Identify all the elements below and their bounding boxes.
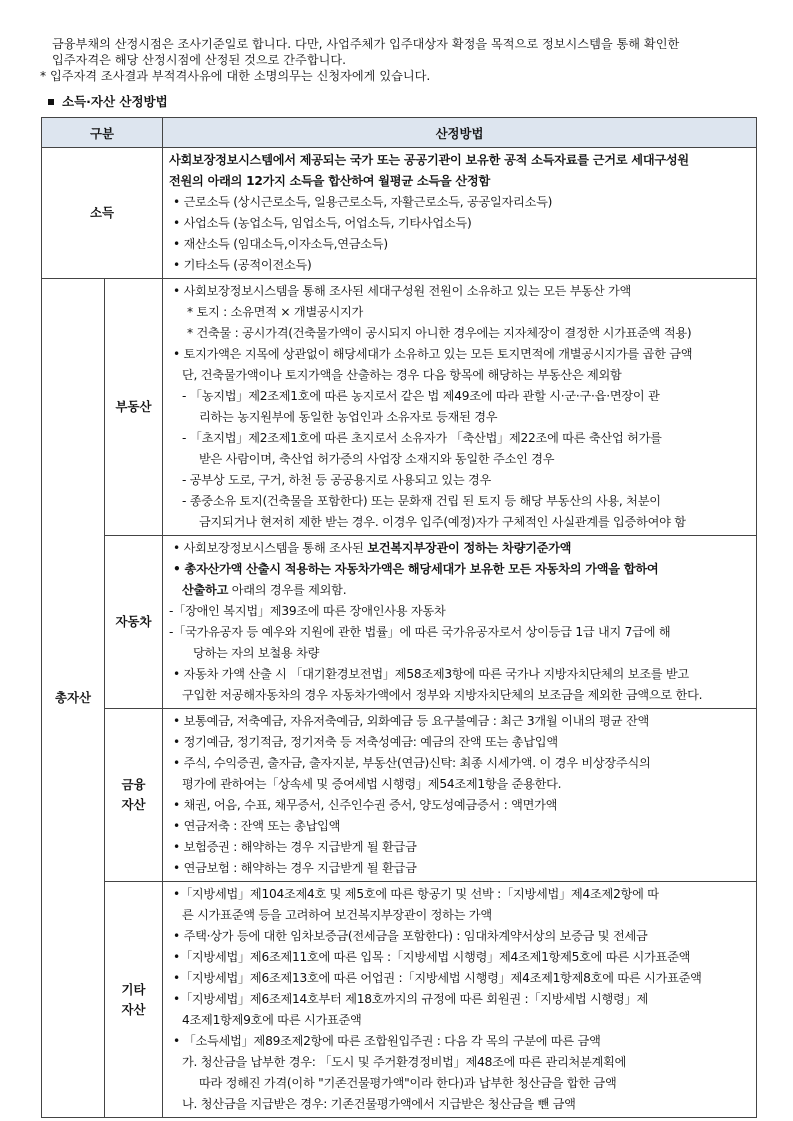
- text-line: - 「농지법」제2조제1호에 따른 농지로서 같은 법 제49조에 따라 관할 시·군·구·읍·면장이 관: [182, 389, 660, 403]
- section-title-text: 소득·자산 산정방법: [62, 94, 168, 109]
- list-item: •「지방세법」제104조제4호 및 제5호에 따른 항공기 및 선박 :「지방세법」제4조제2항에 따: [173, 887, 659, 901]
- financial-assets-description: [163, 709, 757, 882]
- list-item: •「지방세법」제6조제13호에 따른 어업권 :「지방세법 시행령」제4조제1항제8호에 따른 시가표준액: [173, 971, 702, 985]
- text-line: 4조제1항제9호에 따른 시가표준액: [182, 1013, 362, 1027]
- text-line: 평가에 관하여는「상속세 및 증여세법 시행령」제54조제1항을 준용한다.: [182, 777, 562, 791]
- list-item: • 「소득세법」제89조제2항에 따른 조합원입주권 : 다음 각 목의 구분에 따른 금액: [173, 1034, 601, 1048]
- text-line: 당하는 자의 보철용 차량: [193, 646, 320, 660]
- text-line: 금지되거나 현저히 제한 받는 경우. 이경우 입주(예정)자가 구체적인 사실관계를 입증하여야 함: [199, 515, 686, 529]
- text-line: 구입한 저공해자동차의 경우 자동차가액에서 정부와 지방자치단체의 보조금을 제외한 금액으로 한다.: [182, 688, 703, 702]
- list-item: • 정기예금, 정기적금, 정기저축 등 저축성예금: 예금의 잔액 또는 총납입액: [173, 735, 558, 749]
- assessment-table: [41, 117, 757, 1118]
- text-line: 른 시가표준액 등을 고려하여 보건복지부장관이 정하는 가액: [182, 908, 492, 922]
- text-line: 단, 건축물가액이나 토지가액을 산출하는 경우 다음 항목에 해당하는 부동산은 제외함: [182, 368, 622, 382]
- list-item: • 토지가액은 지목에 상관없이 해당세대가 소유하고 있는 모든 토지면적에 개별공시지가를 곱한 금액: [173, 347, 693, 361]
- header-category: 구분: [42, 118, 163, 148]
- text-segment: • 사회보장정보시스템을 통해 조사된: [173, 541, 368, 555]
- total-assets-category: 총자산: [42, 279, 105, 1118]
- vehicle-category: 자동차: [105, 536, 163, 709]
- intro-note: * 입주자격 조사결과 부적격사유에 대한 소명의무는 신청자에게 있습니다.: [40, 69, 431, 83]
- real-estate-category: 부동산: [105, 279, 163, 536]
- income-category: 소득: [42, 148, 163, 279]
- other-assets-description: [163, 882, 757, 1118]
- text-segment-bold: 산출하고: [182, 583, 229, 597]
- list-item: • 자동차 가액 산출 시 「대기환경보전법」제58조제3항에 따른 국가나 지방자치단체의 보조를 받고: [173, 667, 689, 681]
- text-line: -「장애인 복지법」제39조에 따른 장애인사용 자동차: [169, 604, 446, 618]
- intro-line: 입주자격은 해당 산정시점에 산정된 것으로 간주합니다.: [52, 53, 347, 67]
- category-line: 자산: [121, 1001, 146, 1017]
- financial-assets-category: [105, 709, 163, 882]
- text-segment-bold: 보건복지부장관이 정하는 차량기준가액: [367, 541, 572, 555]
- list-item: • 보험증권 : 해약하는 경우 지급받게 될 환급금: [173, 840, 417, 854]
- financial-assets-row: [42, 709, 757, 882]
- list-item: [169, 538, 750, 559]
- category-line: 자산: [121, 797, 146, 812]
- text-line: 나. 청산금을 지급받은 경우: 기존건물평가액에서 지급받은 청산금을 뺀 금액: [182, 1097, 576, 1111]
- list-item: • 사업소득 (농업소득, 임업소득, 어업소득, 기타사업소득): [173, 216, 472, 230]
- text-segment: 아래의 경우를 제외함.: [228, 583, 347, 597]
- category-line: 금융: [121, 777, 146, 792]
- other-assets-row: [42, 882, 757, 1118]
- table-header-row: [42, 118, 757, 148]
- text-line: - 공부상 도로, 구거, 하천 등 공공용지로 사용되고 있는 경우: [182, 473, 492, 487]
- list-item: • 기타소득 (공적이전소득): [173, 258, 312, 272]
- header-method: 산정방법: [163, 118, 757, 148]
- list-item: • 주택·상가 등에 대한 임차보증금(전세금을 포함한다) : 임대차계약서상의 보증금 및 전세금: [173, 929, 648, 943]
- text-line: 전원의 아래의 12가지 소득을 합산하여 월평균 소득을 산정함: [169, 174, 490, 188]
- intro-notes: [40, 36, 756, 84]
- list-item: • 연금저축 : 잔액 또는 총납입액: [173, 819, 341, 833]
- text-line: - 종중소유 토지(건축물을 포함한다) 또는 문화재 건립 된 토지 등 해당 부동산의 사용, 처분이: [182, 494, 661, 508]
- list-item: • 주식, 수익증권, 출자금, 출자지분, 부동산(연금)신탁: 최종 시세가액. 이 경우 비상장주식의: [173, 756, 651, 770]
- income-description: [163, 148, 757, 279]
- real-estate-description: [163, 279, 757, 536]
- section-title: [48, 92, 168, 110]
- real-estate-row: [42, 279, 757, 536]
- list-item: • 총자산가액 산출시 적용하는 자동차가액은 해당세대가 보유한 모든 자동차의 가액을 합하여: [173, 562, 659, 576]
- other-assets-category: [105, 882, 163, 1118]
- text-line: * 토지 : 소유면적 × 개별공시지가: [187, 305, 364, 319]
- square-bullet-icon: [48, 99, 54, 105]
- list-item: •「지방세법」제6조제11호에 따른 입목 :「지방세법 시행령」제4조제1항제5호에 따른 시가표준액: [173, 950, 691, 964]
- text-line: - 「초지법」제2조제1호에 따른 초지로서 소유자가 「축산법」제22조에 따른 축산업 허가를: [182, 431, 662, 445]
- text-line: -「국가유공자 등 예우와 지원에 관한 법률」에 따른 국가유공자로서 상이등급 1급 내지 7급에 해: [169, 625, 671, 639]
- vehicle-row: [42, 536, 757, 709]
- text-line: [169, 580, 750, 601]
- list-item: • 연금보험 : 해약하는 경우 지급받게 될 환급금: [173, 861, 417, 875]
- text-line: 받은 사람이며, 축산업 허가증의 사업장 소재지와 동일한 주소인 경우: [199, 452, 555, 466]
- text-line: 가. 청산금을 납부한 경우: 「도시 및 주거환경정비법」제48조에 따른 관리처분계획에: [182, 1055, 627, 1069]
- text-line: 따라 정해진 가격(이하 "기존건물평가액"이라 한다)과 납부한 청산금을 합한 금액: [199, 1076, 617, 1090]
- income-row: [42, 148, 757, 279]
- vehicle-description: [163, 536, 757, 709]
- list-item: • 채권, 어음, 수표, 채무증서, 신주인수권 증서, 양도성예금증서 : 액면가액: [173, 798, 558, 812]
- category-line: 기타: [121, 981, 146, 997]
- text-line: 사회보장정보시스템에서 제공되는 국가 또는 공공기관이 보유한 공적 소득자료를 근거로 세대구성원: [169, 153, 689, 167]
- intro-line: 금융부채의 산정시점은 조사기준일로 합니다. 다만, 사업주체가 입주대상자 확정을 목적으로 정보시스템을 통해 확인한: [52, 37, 680, 51]
- list-item: • 보통예금, 저축예금, 자유저축예금, 외화예금 등 요구불예금 : 최근 3개월 이내의 평균 잔액: [173, 714, 649, 728]
- list-item: • 사회보장정보시스템을 통해 조사된 세대구성원 전원이 소유하고 있는 모든 부동산 가액: [173, 284, 632, 298]
- list-item: •「지방세법」제6조제14호부터 제18호까지의 규정에 따른 회원권 :「지방세법 시행령」제: [173, 992, 649, 1006]
- text-line: * 건축물 : 공시가격(건축물가액이 공시되지 아니한 경우에는 지자체장이 결정한 시가표준액 적용): [187, 326, 692, 340]
- text-line: 리하는 농지원부에 동일한 농업인과 소유자로 등재된 경우: [199, 410, 498, 424]
- list-item: • 재산소득 (임대소득,이자소득,연금소득): [173, 237, 388, 251]
- list-item: • 근로소득 (상시근로소득, 일용근로소득, 자활근로소득, 공공일자리소득): [173, 195, 553, 209]
